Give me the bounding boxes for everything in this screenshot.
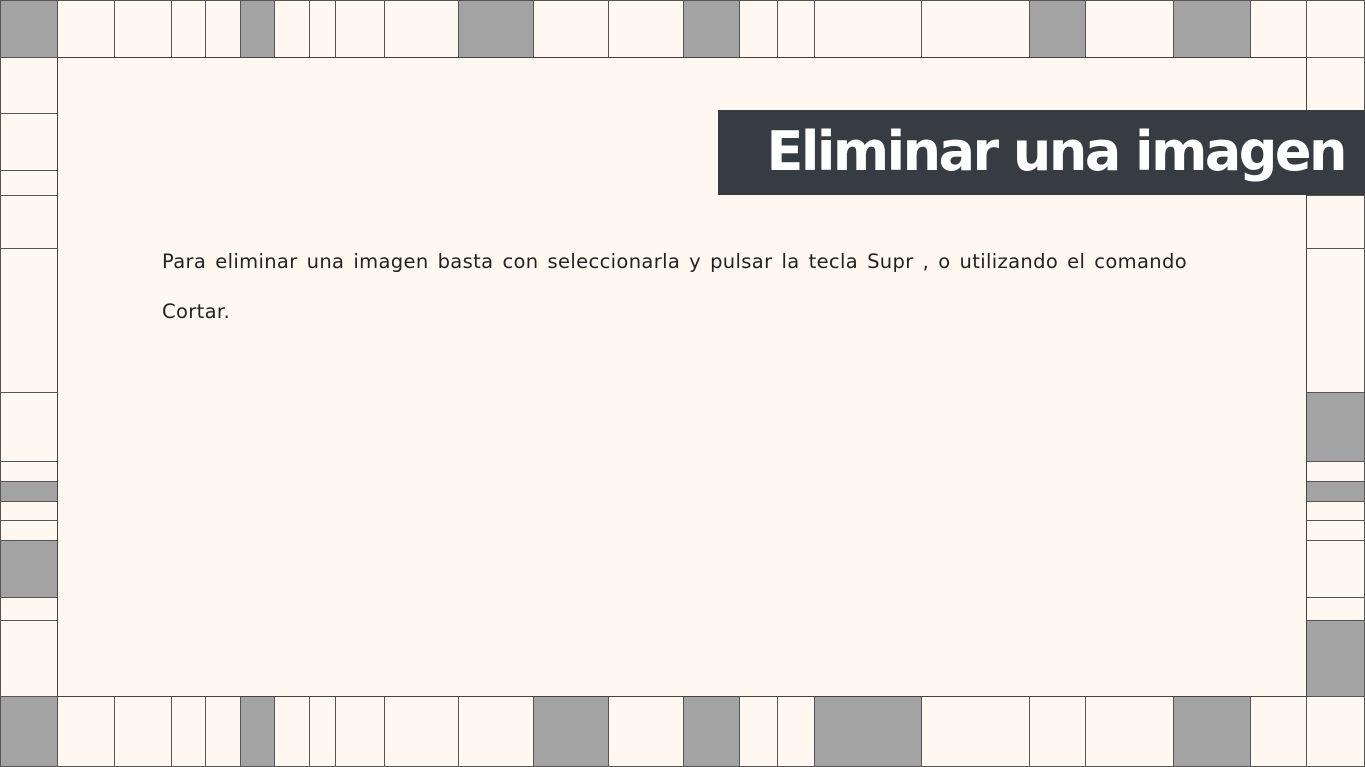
frame-cell-bottom [384,696,459,767]
frame-cell-top [309,0,336,58]
frame-cell-top [608,0,684,58]
frame-cell-top [533,0,609,58]
frame-cell-top [1029,0,1086,58]
frame-cell-right [1306,620,1365,697]
frame-cell-top [171,0,206,58]
frame-cell-bottom [814,696,922,767]
frame-cell-left [0,57,58,114]
frame-cell-top [739,0,778,58]
frame-cell-top [205,0,241,58]
frame-cell-bottom [1173,696,1251,767]
frame-cell-top [1306,0,1365,58]
frame-cell-bottom [683,696,740,767]
frame-cell-right [1306,540,1365,598]
frame-cell-left [0,170,58,196]
frame-cell-top [814,0,922,58]
frame-cell-right [1306,195,1365,249]
frame-cell-bottom [777,696,815,767]
frame-cell-top [921,0,1030,58]
frame-cell-left [0,540,58,598]
frame-cell-top [274,0,310,58]
frame-cell-bottom [1250,696,1307,767]
slide-body-text: Para eliminar una imagen basta con seleccionarla y pulsar la tecla Supr , o utilizando el comando Cortar. [162,250,1187,323]
frame-cell-top [240,0,275,58]
frame-cell-left [0,248,58,393]
frame-cell-bottom [205,696,241,767]
frame-cell-top [384,0,459,58]
frame-cell-bottom [171,696,206,767]
frame-cell-left [0,597,58,621]
frame-cell-left [0,113,58,171]
frame-cell-bottom [1085,696,1174,767]
frame-cell-left [0,481,58,502]
frame-cell-left [0,520,58,541]
frame-cell-bottom [533,696,609,767]
frame-cell-bottom [240,696,275,767]
frame-cell-top [0,0,58,58]
frame-cell-right [1306,392,1365,462]
frame-cell-left [0,501,58,521]
frame-cell-bottom [0,696,58,767]
frame-cell-bottom [57,696,115,767]
frame-cell-top [1085,0,1174,58]
frame-cell-top [335,0,385,58]
frame-cell-bottom [608,696,684,767]
frame-cell-right [1306,520,1365,541]
frame-cell-left [0,392,58,462]
frame-cell-right [1306,461,1365,482]
frame-cell-left [0,461,58,482]
frame-cell-top [777,0,815,58]
frame-cell-bottom [309,696,336,767]
frame-cell-right [1306,597,1365,621]
frame-cell-top [1250,0,1307,58]
frame-cell-right [1306,57,1365,111]
frame-cell-right [1306,248,1365,393]
frame-cell-bottom [921,696,1030,767]
frame-cell-bottom [335,696,385,767]
frame-cell-right [1306,501,1365,521]
frame-cell-top [683,0,740,58]
frame-cell-bottom [739,696,778,767]
frame-cell-bottom [1306,696,1365,767]
slide-title: Eliminar una imagen [766,120,1345,183]
frame-cell-top [114,0,172,58]
frame-cell-bottom [1029,696,1086,767]
title-banner [718,110,1365,195]
frame-cell-top [1173,0,1251,58]
frame-cell-top [458,0,534,58]
frame-cell-bottom [274,696,310,767]
frame-cell-bottom [114,696,172,767]
frame-cell-bottom [458,696,534,767]
frame-cell-left [0,195,58,249]
frame-cell-left [0,620,58,697]
frame-cell-right [1306,481,1365,502]
frame-cell-top [57,0,115,58]
